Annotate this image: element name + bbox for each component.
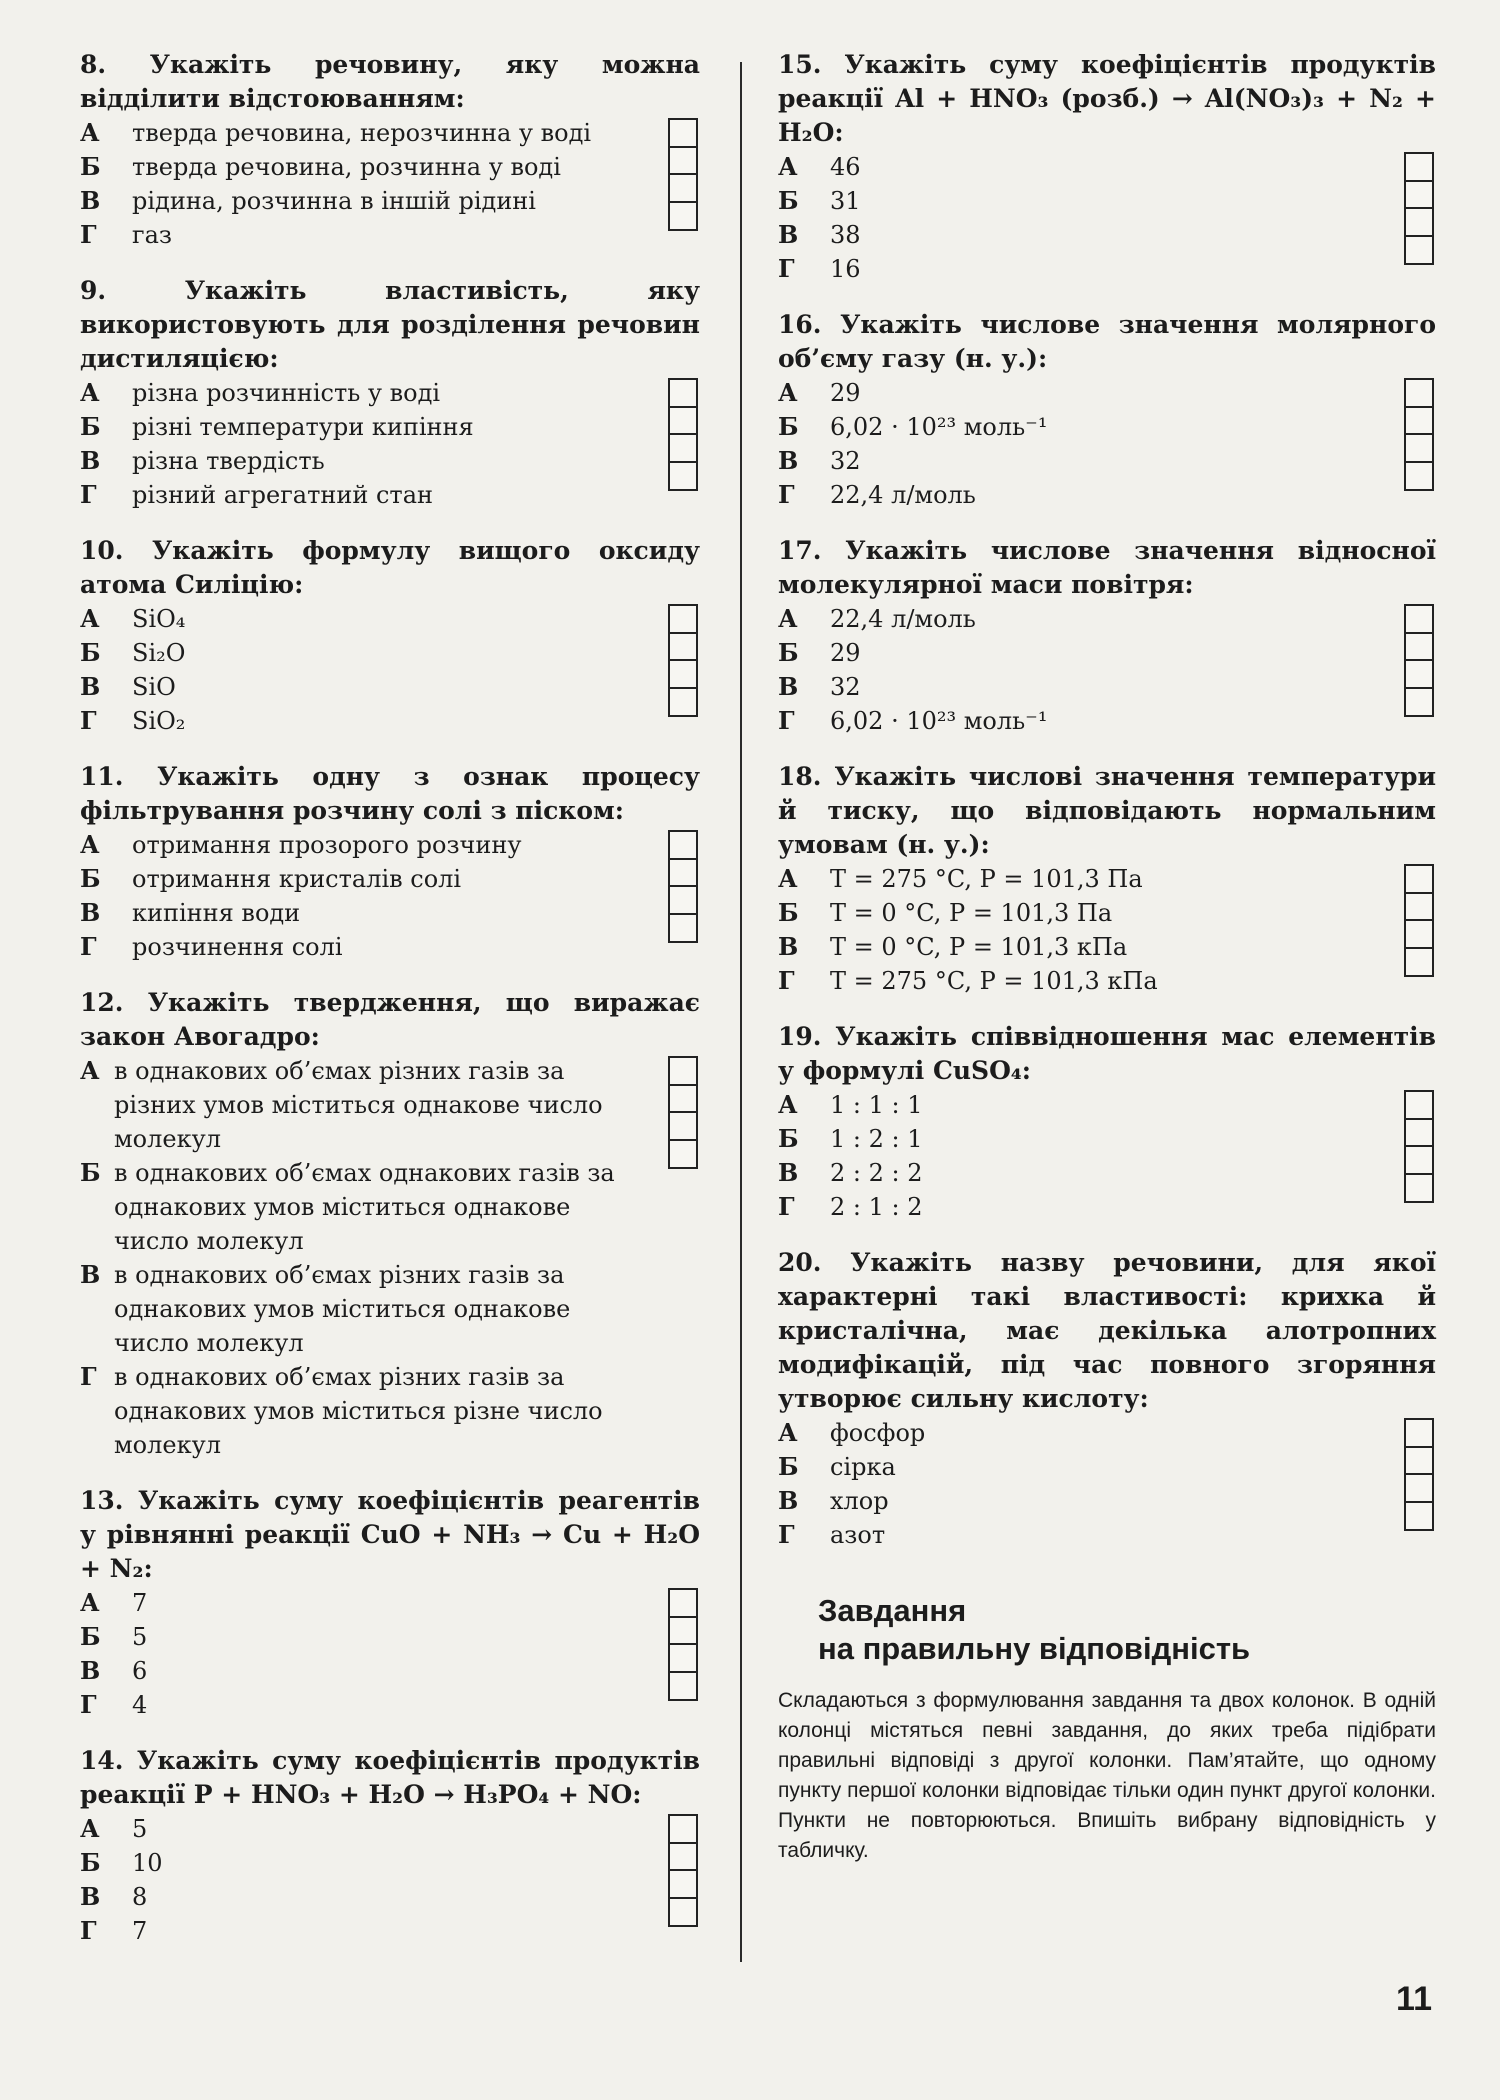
option-text: 1 : 1 : 1 bbox=[830, 1091, 923, 1119]
option-letter: Б bbox=[80, 1622, 101, 1651]
answer-checkbox[interactable] bbox=[668, 173, 698, 203]
answer-option bbox=[80, 184, 700, 218]
answer-option bbox=[778, 410, 1436, 444]
answer-checkbox[interactable] bbox=[1404, 604, 1434, 634]
right-column bbox=[778, 48, 1436, 1866]
answer-boxes bbox=[1404, 378, 1434, 491]
option-text: 22,4 л/моль bbox=[830, 605, 976, 633]
answer-option bbox=[778, 1484, 1436, 1518]
answer-checkbox[interactable] bbox=[668, 118, 698, 148]
option-text: SiO bbox=[132, 673, 176, 701]
question bbox=[80, 1744, 700, 1948]
page-number: 11 bbox=[1396, 1980, 1432, 2018]
question-text: 8. Укажіть речовину, яку можна відділити відстоюванням: bbox=[80, 50, 700, 113]
question-text: 16. Укажіть числове значення молярного об’єму газу (н. у.): bbox=[778, 310, 1436, 373]
option-text: 2 : 2 : 2 bbox=[830, 1159, 923, 1187]
answer-option bbox=[778, 1518, 1436, 1552]
option-letter: Б bbox=[80, 412, 101, 441]
option-letter: Г bbox=[778, 480, 795, 509]
answer-options bbox=[778, 602, 1436, 738]
option-letter: В bbox=[778, 446, 799, 475]
option-text: 32 bbox=[830, 447, 861, 475]
answer-option bbox=[80, 410, 700, 444]
option-letter: А bbox=[80, 830, 100, 859]
answer-option bbox=[778, 602, 1436, 636]
option-text: різна твердість bbox=[132, 447, 325, 475]
option-text: 5 bbox=[132, 1815, 148, 1843]
option-letter: Б bbox=[778, 412, 799, 441]
answer-boxes bbox=[668, 1814, 698, 1927]
answer-option bbox=[778, 704, 1436, 738]
answer-checkbox[interactable] bbox=[1404, 207, 1434, 237]
section-title bbox=[818, 1592, 1436, 1668]
option-letter: Г bbox=[778, 706, 795, 735]
option-letter: Г bbox=[778, 254, 795, 283]
answer-option bbox=[80, 1360, 700, 1462]
option-text: 16 bbox=[830, 255, 861, 283]
question-text: 9. Укажіть властивість, яку використовують для розділення речовин дистиляцією: bbox=[80, 276, 700, 373]
answer-checkbox[interactable] bbox=[1404, 947, 1434, 977]
answer-options bbox=[80, 1054, 700, 1462]
option-text: 4 bbox=[132, 1691, 148, 1719]
option-letter: Б bbox=[778, 1452, 799, 1481]
answer-option bbox=[80, 1258, 700, 1360]
option-letter: В bbox=[80, 898, 101, 927]
option-letter: В bbox=[778, 1486, 799, 1515]
answer-checkbox[interactable] bbox=[668, 1616, 698, 1646]
answer-checkbox[interactable] bbox=[668, 1814, 698, 1844]
answer-option bbox=[80, 116, 700, 150]
option-letter: Г bbox=[80, 1916, 97, 1945]
answer-options bbox=[778, 150, 1436, 286]
answer-option bbox=[778, 444, 1436, 478]
answer-checkbox[interactable] bbox=[1404, 892, 1434, 922]
question bbox=[80, 1484, 700, 1722]
answer-checkbox[interactable] bbox=[668, 830, 698, 860]
answer-checkbox[interactable] bbox=[1404, 1446, 1434, 1476]
answer-checkbox[interactable] bbox=[1404, 632, 1434, 662]
option-letter: Г bbox=[80, 932, 97, 961]
answer-option bbox=[778, 1088, 1436, 1122]
option-text: 38 bbox=[830, 221, 861, 249]
option-text: T = 275 °C, P = 101,3 кПа bbox=[830, 967, 1158, 995]
answer-options bbox=[778, 862, 1436, 998]
option-letter: Г bbox=[80, 1690, 97, 1719]
option-text: Si₂O bbox=[132, 639, 186, 667]
answer-boxes bbox=[1404, 152, 1434, 265]
answer-checkbox[interactable] bbox=[1404, 1473, 1434, 1503]
answer-checkbox[interactable] bbox=[668, 433, 698, 463]
answer-option bbox=[80, 1688, 700, 1722]
answer-checkbox[interactable] bbox=[668, 461, 698, 491]
answer-boxes bbox=[668, 378, 698, 491]
answer-option bbox=[80, 602, 700, 636]
option-text: газ bbox=[132, 221, 172, 249]
question-text: 17. Укажіть числове значення відносної молекулярної маси повітря: bbox=[778, 536, 1436, 599]
answer-checkbox[interactable] bbox=[1404, 1145, 1434, 1175]
option-text: сірка bbox=[830, 1453, 896, 1481]
answer-checkbox[interactable] bbox=[668, 604, 698, 634]
answer-checkbox[interactable] bbox=[668, 1869, 698, 1899]
answer-option bbox=[778, 930, 1436, 964]
question bbox=[80, 986, 700, 1462]
option-text: 31 bbox=[830, 187, 861, 215]
option-letter: Г bbox=[778, 966, 795, 995]
answer-option bbox=[80, 896, 700, 930]
answer-option bbox=[778, 1122, 1436, 1156]
option-text: T = 275 °C, P = 101,3 Па bbox=[830, 865, 1143, 893]
answer-option bbox=[80, 1914, 700, 1948]
option-text: 46 bbox=[830, 153, 861, 181]
answer-checkbox[interactable] bbox=[1404, 433, 1434, 463]
answer-checkbox[interactable] bbox=[1404, 1090, 1434, 1120]
answer-option bbox=[80, 1846, 700, 1880]
answer-options bbox=[778, 1416, 1436, 1552]
answer-checkbox[interactable] bbox=[1404, 864, 1434, 894]
option-letter: Б bbox=[778, 638, 799, 667]
option-letter: А bbox=[80, 378, 100, 407]
answer-checkbox[interactable] bbox=[668, 885, 698, 915]
answer-option bbox=[80, 636, 700, 670]
answer-checkbox[interactable] bbox=[1404, 1418, 1434, 1448]
option-text: в однакових об’ємах різних газів за однакових умов міститься однакове число молекул bbox=[114, 1261, 571, 1357]
option-text: в однакових об’ємах однакових газів за однакових умов міститься однакове число молекул bbox=[114, 1159, 615, 1255]
option-letter: А bbox=[80, 604, 100, 633]
option-letter: В bbox=[778, 672, 799, 701]
answer-option bbox=[80, 930, 700, 964]
option-letter: Б bbox=[778, 1124, 799, 1153]
answer-boxes bbox=[668, 604, 698, 717]
option-text: 1 : 2 : 1 bbox=[830, 1125, 923, 1153]
option-text: отримання кристалів солі bbox=[132, 865, 462, 893]
answer-option bbox=[80, 376, 700, 410]
section-title-line1: Завдання bbox=[818, 1593, 967, 1628]
answer-option bbox=[80, 1586, 700, 1620]
option-text: азот bbox=[830, 1521, 886, 1549]
answer-checkbox[interactable] bbox=[1404, 378, 1434, 408]
option-letter: Г bbox=[778, 1192, 795, 1221]
answer-option bbox=[80, 828, 700, 862]
option-text: кипіння води bbox=[132, 899, 301, 927]
option-text: 7 bbox=[132, 1589, 148, 1617]
answer-options bbox=[80, 1586, 700, 1722]
question bbox=[80, 48, 700, 252]
answer-checkbox[interactable] bbox=[668, 201, 698, 231]
option-letter: А bbox=[80, 1588, 100, 1617]
option-letter: В bbox=[80, 672, 101, 701]
option-text: в однакових об’ємах різних газів за однакових умов міститься різне число молекул bbox=[114, 1363, 603, 1459]
option-letter: В bbox=[80, 1656, 101, 1685]
section-description: Складаються з формулювання завдання та двох колонок. В одній колонці містяться певні завдання, до яких треба підібрати правильні відповіді з другої колонки. Пам’ятайте, що одному пункту першої колонки відповідає тільки один пункт другої колонки. Пункти не повторюються. Впишіть вибрану відповідність у табличку. bbox=[778, 1689, 1436, 1862]
question-text: 19. Укажіть співвідношення мас елементів у формулі CuSO₄: bbox=[778, 1022, 1436, 1085]
answer-checkbox[interactable] bbox=[668, 1111, 698, 1141]
question-text: 18. Укажіть числові значення температури й тиску, що відповідають нормальним умовам (н. у.): bbox=[778, 762, 1436, 859]
answer-checkbox[interactable] bbox=[1404, 919, 1434, 949]
option-text: отримання прозорого розчину bbox=[132, 831, 522, 859]
answer-boxes bbox=[1404, 604, 1434, 717]
option-text: 29 bbox=[830, 379, 861, 407]
answer-boxes bbox=[1404, 864, 1434, 977]
answer-checkbox[interactable] bbox=[1404, 152, 1434, 182]
option-text: 32 bbox=[830, 673, 861, 701]
option-letter: В bbox=[778, 1158, 799, 1187]
answer-option bbox=[80, 862, 700, 896]
option-letter: Б bbox=[80, 1158, 101, 1187]
answer-option bbox=[778, 1190, 1436, 1224]
question bbox=[778, 1246, 1436, 1552]
option-letter: Б bbox=[80, 864, 101, 893]
option-letter: Г bbox=[778, 1520, 795, 1549]
question-text: 10. Укажіть формулу вищого оксиду атома Силіцію: bbox=[80, 536, 700, 599]
answer-checkbox[interactable] bbox=[1404, 659, 1434, 689]
question bbox=[778, 308, 1436, 512]
option-text: розчинення солі bbox=[132, 933, 343, 961]
option-letter: А bbox=[778, 1418, 798, 1447]
option-text: рідина, розчинна в іншій рідині bbox=[132, 187, 536, 215]
answer-options bbox=[778, 376, 1436, 512]
left-column bbox=[80, 48, 700, 1970]
option-letter: А bbox=[778, 864, 798, 893]
option-text: 6 bbox=[132, 1657, 148, 1685]
option-text: 2 : 1 : 2 bbox=[830, 1193, 923, 1221]
question bbox=[778, 760, 1436, 998]
answer-checkbox[interactable] bbox=[1404, 406, 1434, 436]
answer-checkbox[interactable] bbox=[668, 913, 698, 943]
option-letter: В bbox=[80, 1882, 101, 1911]
option-text: різний агрегатний стан bbox=[132, 481, 433, 509]
option-text: хлор bbox=[830, 1487, 889, 1515]
section-title-line2: на правильну відповідність bbox=[818, 1631, 1251, 1666]
option-text: SiO₄ bbox=[132, 605, 186, 633]
answer-checkbox[interactable] bbox=[1404, 1501, 1434, 1531]
option-letter: Г bbox=[80, 706, 97, 735]
answer-checkbox[interactable] bbox=[668, 659, 698, 689]
answer-option bbox=[778, 184, 1436, 218]
answer-checkbox[interactable] bbox=[668, 858, 698, 888]
option-text: 6,02 · 10²³ моль⁻¹ bbox=[830, 413, 1048, 441]
option-text: T = 0 °C, P = 101,3 Па bbox=[830, 899, 1113, 927]
question bbox=[80, 534, 700, 738]
option-letter: В bbox=[80, 1260, 101, 1289]
question bbox=[778, 1020, 1436, 1224]
option-letter: Г bbox=[80, 480, 97, 509]
answer-checkbox[interactable] bbox=[668, 378, 698, 408]
answer-option bbox=[778, 150, 1436, 184]
question-text: 13. Укажіть суму коефіцієнтів реагентів у рівнянні реакції CuO + NH₃ → Cu + H₂O + N₂: bbox=[80, 1486, 700, 1583]
column-divider bbox=[740, 62, 742, 1962]
answer-checkbox[interactable] bbox=[668, 1588, 698, 1618]
answer-boxes bbox=[668, 1056, 698, 1169]
answer-boxes bbox=[1404, 1090, 1434, 1203]
answer-options bbox=[80, 1812, 700, 1948]
answer-option bbox=[778, 478, 1436, 512]
option-letter: Б bbox=[80, 638, 101, 667]
answer-boxes bbox=[1404, 1418, 1434, 1531]
answer-option bbox=[778, 896, 1436, 930]
question-text: 20. Укажіть назву речовини, для якої характерні такі властивості: крихка й кристалічна, має декілька алотропних модифікацій, під час повного згоряння утворює сильну кислоту: bbox=[778, 1248, 1436, 1413]
option-letter: В bbox=[80, 446, 101, 475]
answer-boxes bbox=[668, 118, 698, 231]
answer-checkbox[interactable] bbox=[668, 406, 698, 436]
option-letter: Б bbox=[778, 186, 799, 215]
question-text: 15. Укажіть суму коефіцієнтів продуктів реакції Al + HNO₃ (розб.) → Al(NO₃)₃ + N₂ + H₂O: bbox=[778, 50, 1436, 147]
question-text: 11. Укажіть одну з ознак процесу фільтрування розчину солі з піском: bbox=[80, 762, 700, 825]
option-letter: В bbox=[778, 220, 799, 249]
answer-option bbox=[80, 444, 700, 478]
option-letter: А bbox=[80, 118, 100, 147]
option-letter: Б bbox=[80, 1848, 101, 1877]
option-letter: Г bbox=[80, 1362, 97, 1391]
answer-options bbox=[80, 828, 700, 964]
answer-checkbox[interactable] bbox=[1404, 180, 1434, 210]
answer-checkbox[interactable] bbox=[668, 1084, 698, 1114]
answer-option bbox=[778, 636, 1436, 670]
answer-option bbox=[80, 1880, 700, 1914]
answer-option bbox=[778, 862, 1436, 896]
option-text: 5 bbox=[132, 1623, 148, 1651]
answer-checkbox[interactable] bbox=[1404, 235, 1434, 265]
option-text: фосфор bbox=[830, 1419, 926, 1447]
option-text: 8 bbox=[132, 1883, 148, 1911]
option-text: тверда речовина, розчинна у воді bbox=[132, 153, 561, 181]
option-letter: А bbox=[80, 1056, 100, 1085]
option-letter: А bbox=[778, 604, 798, 633]
answer-option bbox=[778, 964, 1436, 998]
answer-option bbox=[778, 1450, 1436, 1484]
option-text: SiO₂ bbox=[132, 707, 186, 735]
answer-boxes bbox=[668, 1588, 698, 1701]
question bbox=[80, 760, 700, 964]
option-text: різні температури кипіння bbox=[132, 413, 474, 441]
answer-option bbox=[778, 1416, 1436, 1450]
option-letter: Г bbox=[80, 220, 97, 249]
option-letter: А bbox=[778, 1090, 798, 1119]
answer-options bbox=[80, 116, 700, 252]
question bbox=[778, 534, 1436, 738]
answer-option bbox=[778, 376, 1436, 410]
question-text: 14. Укажіть суму коефіцієнтів продуктів реакції P + HNO₃ + H₂O → H₃PO₄ + NO: bbox=[80, 1746, 700, 1809]
answer-checkbox[interactable] bbox=[1404, 687, 1434, 717]
option-letter: В bbox=[778, 932, 799, 961]
answer-option bbox=[778, 218, 1436, 252]
answer-option bbox=[80, 1054, 700, 1156]
answer-options bbox=[80, 602, 700, 738]
answer-checkbox[interactable] bbox=[1404, 1118, 1434, 1148]
option-letter: В bbox=[80, 186, 101, 215]
answer-checkbox[interactable] bbox=[668, 1056, 698, 1086]
answer-option bbox=[80, 478, 700, 512]
answer-option bbox=[80, 1156, 700, 1258]
right-questions bbox=[778, 48, 1436, 1552]
answer-checkbox[interactable] bbox=[1404, 1173, 1434, 1203]
answer-checkbox[interactable] bbox=[668, 1842, 698, 1872]
answer-option bbox=[80, 150, 700, 184]
section-block bbox=[778, 1592, 1436, 1866]
answer-option bbox=[80, 218, 700, 252]
option-text: в однакових об’ємах різних газів за різних умов міститься однакове число молекул bbox=[114, 1057, 603, 1153]
answer-boxes bbox=[668, 830, 698, 943]
answer-option bbox=[778, 252, 1436, 286]
answer-checkbox[interactable] bbox=[668, 687, 698, 717]
question-text: 12. Укажіть твердження, що виражає закон Авогадро: bbox=[80, 988, 700, 1051]
question bbox=[80, 274, 700, 512]
answer-checkbox[interactable] bbox=[1404, 461, 1434, 491]
answer-option bbox=[80, 1620, 700, 1654]
answer-checkbox[interactable] bbox=[668, 1671, 698, 1701]
answer-option bbox=[778, 1156, 1436, 1190]
answer-option bbox=[80, 1812, 700, 1846]
answer-options bbox=[80, 376, 700, 512]
option-text: тверда речовина, нерозчинна у воді bbox=[132, 119, 592, 147]
answer-checkbox[interactable] bbox=[668, 1897, 698, 1927]
option-letter: А bbox=[80, 1814, 100, 1843]
option-text: T = 0 °C, P = 101,3 кПа bbox=[830, 933, 1128, 961]
question bbox=[778, 48, 1436, 286]
answer-checkbox[interactable] bbox=[668, 1643, 698, 1673]
answer-option bbox=[80, 670, 700, 704]
answer-option bbox=[80, 704, 700, 738]
answer-option bbox=[778, 670, 1436, 704]
answer-checkbox[interactable] bbox=[668, 632, 698, 662]
answer-option bbox=[80, 1654, 700, 1688]
option-text: різна розчинність у воді bbox=[132, 379, 441, 407]
option-text: 29 bbox=[830, 639, 861, 667]
option-text: 6,02 · 10²³ моль⁻¹ bbox=[830, 707, 1048, 735]
answer-checkbox[interactable] bbox=[668, 1139, 698, 1169]
answer-checkbox[interactable] bbox=[668, 146, 698, 176]
option-text: 10 bbox=[132, 1849, 163, 1877]
option-text: 7 bbox=[132, 1917, 148, 1945]
option-letter: Б bbox=[80, 152, 101, 181]
answer-options bbox=[778, 1088, 1436, 1224]
option-text: 22,4 л/моль bbox=[830, 481, 976, 509]
option-letter: А bbox=[778, 378, 798, 407]
option-letter: Б bbox=[778, 898, 799, 927]
option-letter: А bbox=[778, 152, 798, 181]
